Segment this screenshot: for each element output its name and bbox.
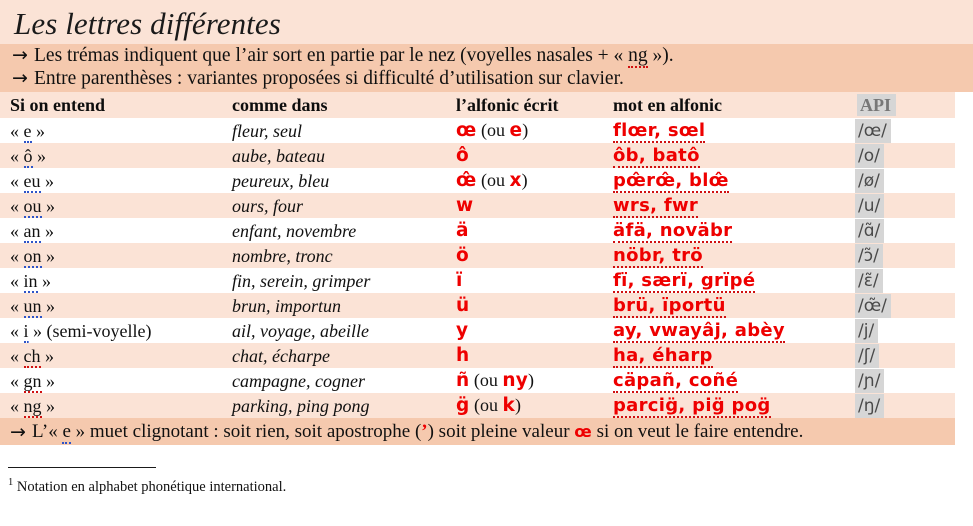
cell-comme-dans: aube, bateau — [232, 145, 325, 166]
cell-mot-en-alfonic: brü, ïportü — [613, 295, 726, 316]
table-row — [0, 343, 955, 368]
cell-api: /o/ — [845, 143, 955, 168]
cell-si-on-entend: « i » (semi-voyelle) — [10, 320, 152, 341]
intro-note-2 — [10, 67, 973, 90]
cell-mot-en-alfonic: cäpañ, coñé — [613, 370, 739, 391]
cell-comme-dans: nombre, tronc — [232, 245, 333, 266]
cell-alfonic-ecrit — [446, 118, 603, 143]
table-row — [0, 293, 955, 318]
cell-si-on-entend: « gn » — [10, 370, 55, 391]
cell-mot-en-alfonic: flœr, sœl — [613, 120, 706, 141]
cell-comme-dans: fleur, seul — [232, 120, 302, 141]
arrow-icon: → — [12, 67, 28, 89]
alfonic-symbol: ü — [456, 295, 470, 316]
footnote — [8, 477, 973, 496]
alfonic-symbol: ä — [456, 220, 469, 241]
intro-notes — [0, 44, 973, 92]
cell-alfonic-ecrit — [446, 193, 603, 218]
alfonic-symbol: g̈ — [456, 395, 470, 416]
cell-api: /œ̃/ — [845, 293, 955, 318]
cell-comme-dans: peureux, bleu — [232, 170, 330, 191]
cell-si-on-entend: « ou » — [10, 195, 55, 216]
footer-note-text: L’« e » muet clignotant : soit rien, soit apostrophe (’) soit pleine valeur œ si on veut le faire entendre. — [32, 420, 804, 442]
cell-alfonic-ecrit — [446, 393, 603, 418]
column-header-comme-dans: comme dans — [232, 95, 328, 115]
intro-note-1-text: Les trémas indiquent que l’air sort en partie par le nez (voyelles nasales + « ng »). — [34, 45, 674, 66]
cell-si-on-entend: « in » — [10, 270, 52, 291]
cell-mot-en-alfonic: ay, vwayâj, abèy — [613, 320, 785, 341]
alfonic-symbol: ö — [456, 245, 469, 266]
cell-comme-dans: enfant, novembre — [232, 220, 357, 241]
cell-alfonic-ecrit — [446, 318, 603, 343]
cell-si-on-entend: « ng » — [10, 395, 55, 416]
alfonic-symbol: ï — [456, 270, 463, 291]
cell-si-on-entend: « on » — [10, 245, 55, 266]
cell-si-on-entend: « ô » — [10, 145, 46, 166]
cell-alfonic-ecrit — [446, 143, 603, 168]
table-row — [0, 218, 955, 243]
cell-api: /ɲ/ — [845, 368, 955, 393]
cell-si-on-entend: « an » — [10, 220, 54, 241]
alfonic-symbol: w — [456, 195, 474, 216]
cell-mot-en-alfonic: nöbr, trö — [613, 245, 703, 266]
cell-mot-en-alfonic: wrs, fwr — [613, 195, 699, 216]
table-row — [0, 368, 955, 393]
cell-mot-en-alfonic: fï, særï, grïpé — [613, 270, 756, 291]
footer-note-row — [0, 418, 955, 445]
alfonic-variant: (ou e) — [480, 120, 529, 141]
footnote-marker: 1 — [8, 477, 14, 488]
intro-note-2-text: Entre parenthèses : variantes proposées si difficulté d’utilisation sur clavier. — [34, 68, 624, 89]
cell-mot-en-alfonic: ha, éharp — [613, 345, 713, 366]
cell-api: /œ/ — [845, 118, 955, 143]
cell-api: /ɑ̃/ — [845, 218, 955, 243]
cell-comme-dans: brun, importun — [232, 295, 342, 316]
table-row — [0, 243, 955, 268]
table-row — [0, 393, 955, 418]
table-row — [0, 318, 955, 343]
cell-comme-dans: parking, ping pong — [232, 395, 370, 416]
cell-comme-dans: ail, voyage, abeille — [232, 320, 369, 341]
table-row — [0, 118, 955, 143]
arrow-icon: → — [12, 44, 28, 66]
cell-alfonic-ecrit — [446, 168, 603, 193]
alfonic-variant: (ou k) — [473, 395, 521, 416]
table-header-row — [0, 92, 955, 118]
cell-api: /ʃ/ — [845, 343, 955, 368]
table-body — [0, 118, 955, 418]
footnote-separator — [8, 467, 156, 468]
cell-alfonic-ecrit — [446, 343, 603, 368]
table-row — [0, 143, 955, 168]
alfonic-symbol: ô — [456, 145, 469, 166]
cell-si-on-entend: « eu » — [10, 170, 54, 191]
alfonic-variant: (ou x) — [480, 170, 528, 191]
cell-alfonic-ecrit — [446, 368, 603, 393]
cell-api: /j/ — [845, 318, 955, 343]
cell-comme-dans: fin, serein, grimper — [232, 270, 371, 291]
cell-mot-en-alfonic: pœ̂rœ̂, blœ̂ — [613, 170, 729, 191]
cell-comme-dans: campagne, cogner — [232, 370, 365, 391]
table-row — [0, 193, 955, 218]
cell-api: /ɛ̃/ — [845, 268, 955, 293]
title-band — [0, 0, 973, 44]
cell-alfonic-ecrit — [446, 293, 603, 318]
column-header-api: API — [845, 92, 955, 118]
letters-table — [0, 92, 955, 418]
cell-api: /ø/ — [845, 168, 955, 193]
intro-note-1 — [10, 44, 973, 67]
alfonic-symbol: y — [456, 320, 469, 341]
cell-mot-en-alfonic: äfä, noväbr — [613, 220, 733, 241]
table-row — [0, 268, 955, 293]
alfonic-symbol: œ̂ — [456, 170, 477, 191]
page-title: Les lettres différentes — [14, 5, 281, 41]
cell-comme-dans: ours, four — [232, 195, 304, 216]
cell-si-on-entend: « un » — [10, 295, 55, 316]
column-header-mot-en-alfonic: mot en alfonic — [613, 95, 722, 115]
cell-si-on-entend: « ch » — [10, 345, 54, 366]
arrow-icon: → — [10, 420, 26, 443]
cell-alfonic-ecrit — [446, 268, 603, 293]
alfonic-symbol: œ — [456, 120, 477, 141]
cell-comme-dans: chat, écharpe — [232, 345, 330, 366]
column-header-alfonic-ecrit: l’alfonic écrit — [456, 95, 559, 115]
cell-api: /u/ — [845, 193, 955, 218]
footnote-area — [0, 445, 973, 496]
cell-api: /ŋ/ — [845, 393, 955, 418]
cell-alfonic-ecrit — [446, 218, 603, 243]
cell-si-on-entend: « e » — [10, 120, 45, 141]
alfonic-symbol: ñ — [456, 370, 470, 391]
cell-alfonic-ecrit — [446, 243, 603, 268]
table-row — [0, 168, 955, 193]
alfonic-symbol: h — [456, 345, 470, 366]
cell-mot-en-alfonic: ôb, batô — [613, 145, 700, 166]
cell-mot-en-alfonic: parcig̈, pig̈ pog̈ — [613, 395, 771, 416]
alfonic-variant: (ou ny) — [473, 370, 535, 391]
cell-api: /ɔ̃/ — [845, 243, 955, 268]
column-header-si-on-entend: Si on entend — [10, 95, 106, 115]
footnote-text: Notation en alphabet phonétique international. — [16, 478, 287, 495]
